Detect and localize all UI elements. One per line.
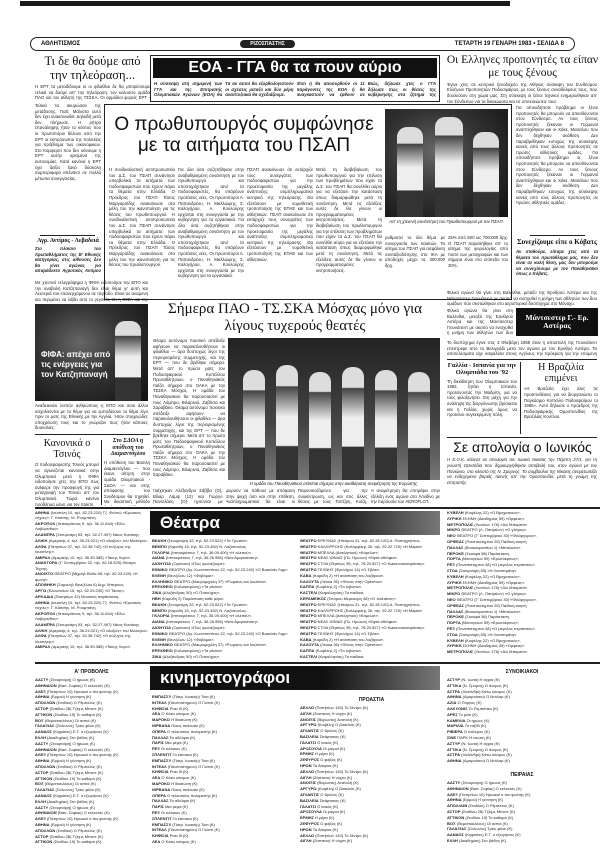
listing-entry: ΑΙΓΛΗ (Ζάππειο) Η νύχτα (Κ) [300, 710, 353, 716]
listing-entry: ΑΘΗΝΑΙΟΝ (Βασ. Σοφίας) Ο εκλεκτός (Κ) [35, 682, 110, 688]
cinemas-col [35, 666, 148, 846]
listing-entry: ΚΑΛΟΥΤΑ (Λέκκα 26) «Φόνος στην Ορέστου». [300, 642, 384, 648]
cinema-list [447, 677, 597, 769]
listing-entry: ΑΜΙΡΑΛ (Αμερικής 10, τηλ. 36.39.385) «Τάκης Χορν». [35, 554, 132, 560]
listing-entry: ΓΑΛΑΤΣΙ Ο κακός (Κ) [300, 739, 339, 745]
listing-entry: ΑΠΟΘΗΚΗ (Σαμουήλ Βενιζέλου 6) Δημ. Μπέρκος. [35, 582, 125, 588]
coaches-headline: Οι Ελληνες προπονητές τα είπαν με τους ξένους [446, 54, 599, 79]
coaches-article [445, 54, 600, 103]
listing-entry: ΓΚΛΟΡΙΑ (Ιπποκράτους 7, τηλ. 36.09.400) «Η αλεπού». [152, 613, 252, 619]
brazil-headline: Η Βραζιλία επιμένει [538, 362, 584, 385]
listing-entry: ΑΣΤΡΑ (Χαλάνδρι) Κάτω κόσμος (Κ) [447, 688, 512, 694]
psap-article [104, 104, 512, 300]
eoa-col: Τα αν αυτοί θα εξορθολογιστούν οι σχέσεις μεταξύ και δύο μέρη αναπτυξιακά θα σχεδιάζουμε. [225, 81, 294, 98]
listing-entry: ΑΛΕΞ (Πατησίων 10) Ηρωικοί ο πιο ψεύτης (Κ) [35, 816, 119, 822]
psap-col: ΠΣΑΠ ανακοίνωσε ότι εκτάρχιζε τους συνεργάτες των ποδοσφαιριστών για την προετοιμασία της μεγάλης ανάπτυξης συμπληρωματικό κεντρικό της τηλεόρασης. Θα εξετάσουν με νομοθετική τροποποίηση της ΕΠΑΕ και των αθλητικών. ΠΣΑΠ ανακοίνωσε ότι εκτάρχιζε τους συνεργάτες των ποδοσφαιριστών για την προετοιμασία της μεγάλης ανάπτυξης συμπληρωματικό κεντρικό της τηλεόρασης. Θα εξετάσουν με νομοθετική τροποποίηση της ΕΠΑΕ και των αθλητικών. [247, 167, 313, 262]
listing-entry: ΑΘΗΝΑ (Ιουστίνη 10, τηλ. 82.23.220) Τζ. Φεϊντώ «Ερωτικές νύχτες». Γ. Κάσσης, Μ. Ρουμπάνη. [35, 599, 142, 610]
listing-entry: ΘΕΑΤΡΟ ΕΡΕΥΝΑΣ (Ηπείρου 21, τηλ. 82.28.120) Α. Παπαχρήστος. [300, 538, 421, 543]
listing-entry: ΗΡΩΝ Τα δάκρυα (Κ) [300, 826, 338, 832]
listing-entry: ΕΜΠΑΣΣΥ (Πατρ. Ιωακείμ) Τόσι (Κ) [152, 694, 215, 699]
listing-entry: ΘΕΑΤΡΟ ΣΤΟΑ (Θησέως 55, τηλ. 76.20.527) «Ο Κοκκινοσκουφίτσας». [300, 624, 426, 630]
manchester-left: Φιλικό αγώνα θα γίνει στη Βαλένθια, μεταξύ της Ερυθρού Αστέρα και της Μάντσεστερ Γιουνάιτεντ με σκοπό να ενισχυθεί η μνήμη των αθλητών των δυο [447, 308, 513, 336]
coaches-body: Για οποιοδήποτε πρόβλημα οι ξένοι προπονητές θα μπορούν να απευθύνονται στον Σύνδεσμο. Αν τους ξένους προπονητές ξέκαναν οι Γερμανοί αναπτύχθηκαν και οι Χάκε, Μασάλου που δεν δέχθηκαν ανάθεση. Δεν παραβρέθηκαν ευτυχώς της σύσκεψης κανείς από τους άλλους προπονητές σε πρώτες αθλητικές ομάδες. Για οποιοδήποτε πρόβλημα οι ξένοι προπονητές θα μπορούν να απευθύνονται στον Σύνδεσμο. Αν τους ξένους προπονητές ξέκαναν οι Γερμανοί αναπτύχθηκαν και οι Χάκε, Μασάλου που δεν δέχθηκαν ανάθεση. Δεν παραβρέθηκαν ευτυχώς της σύσκεψης κανείς από τους άλλους προπονητές σε πρώτες αθλητικές ομάδες. [516, 105, 598, 206]
listing-entry: ΔΙΟΝΥΣΙΑ (Ομόνοια) «Πώς φωνάζουμε». [152, 561, 226, 567]
listing-entry: ΚΑΠΠΑ (Κυψέλης 2) «Το κιβώτιο». [300, 648, 363, 654]
player-figure [408, 372, 430, 480]
fifa-lead: Με χτεσινό τελεγράφημα η ΦΙΦΑ ειδοποίησε την ΕΠΟ και την αναβολή Κατζηπαναγή δεν είναι θέμα γι' αυτή και Λευτεριά του επανερχόμενου σε περίοδο. Είναι σε αναμονή και περιμένει να λάβει από το γεγονός ότι η ΦΙΦΑ και την [35, 280, 148, 302]
listing-entry: ΣΤΟΑ (Στουρνάρη 55) «Η Λυσιστράτη». [447, 567, 518, 573]
tsinos-article [35, 438, 99, 506]
listing-entry: ΜΕΤΡΟΠΟΛΙΣ (Λιοσίων 176) «Αλι Μπαμπά». [447, 521, 529, 527]
listing-entry: ΚΑΣΤΕΛΙ (Κεφαλληνίας) Τα παιδικά. [300, 653, 365, 659]
listing-entry: ΠΑΛΛΑΣ (Βουκουρεστίου 1) «Μπαλκόνι». [447, 544, 522, 550]
listing-entry: ΑΝΟΙΧΤΟ ΘΕΑΤΡΟ (Μιχαήλ Βόδα 58, τηλ. 82.23.220) «Η φωνή». [35, 571, 138, 582]
listing-entry: ΘΕΑΤΡΟ ΣΤΟΑ (Θησέως 55, τηλ. 76.20.527) «Ο Κοκκινοσκουφίτσας». [300, 561, 426, 567]
listing-entry: ΑΘΗΝΑΙΟΝ (Βασ. Σοφίας) Ο εκλεκτός (Κ) [35, 810, 110, 816]
listing-entry: ΚΑΠΠΑ (Κυψέλης 2) «Το κιβώτιο». [300, 584, 363, 590]
sdoa-headline: Στο ΣΔΟΑ η υπόθεση του Διαμαντόγλου [110, 438, 146, 458]
listing-entry: ΑΘΗΝΑ (Ιουστίνη 10, τηλ. 82.23.220) Τζ. Φεϊντώ «Ερωτικές νύχτες». Γ. Κάσσης, Μ. Ρουμπάνη. [35, 510, 142, 521]
pao-team-photo [228, 338, 440, 480]
listing-entry: ΑΣΤΟΡ (Σταδίου 28) Τζέιμς Μποντ (Κ) [35, 769, 103, 775]
person-figure [473, 132, 499, 217]
listing-entry: ΑΘΗΝΑΙΟΝ (Βασ. Σοφίας) Ο εκλεκτός (Κ) [447, 785, 522, 791]
cinema-section-heading: ΠΡΟΑΣΤΙΑ [358, 697, 385, 703]
listing-entry: ΑΛΙΚΗ (Αμερικής 4, τηλ. 36.24.021) «Ο αλαζών» του Μολιέρου. [35, 627, 148, 633]
sdoa-text: Η υπόθεση του Βασιλη Διαμαντόγλου — που έκανε αίτηση στην ομάδα Ολυμπιακού - ΣΔΟΑ — και στης απόφασης του Συνδέσμου θα τηρηθεί. Με δικαστική μέθοδο [104, 460, 150, 505]
listing-entry: ΘΕΑΤΡΟ ΜΠΕΛΛΑ (Ασκληπιού) «Κάμελοτ». [300, 549, 379, 555]
listing-entry: ΔΙΑΝΑ (Ιπποκράτους 7, τηλ. 36.26.956) «Νέα Αμερικάνικη». [152, 555, 259, 561]
listing-entry: ΑΙΓΛΗ (Ζάππειο) Η νύχτα (Κ) [300, 838, 353, 844]
listing-entry: ΜΑΡΟΚΟ Η δικαίωση (Κ) [152, 717, 198, 723]
listing-entry: ΠΑΛΛΑΣ Τα αδέλφια (Κ) [152, 734, 196, 740]
theatres-banner: Θέατρα [150, 511, 440, 535]
listing-entry: ΕΛΕΝΗ (Βενιζέλου 12) «Φοβάμαι». [152, 572, 215, 578]
listing-entry: ΑΕΛΛΩ (Πατησίων 140) Το δέντρο (Κ) [300, 705, 369, 710]
tv-lead: Η ΕΡΤ τα μεταδίδουμε κι οι φίλαθλοι δε θα μπορέσουμε τελικά να δούμε απ' την τηλεόραση, τον κολοσσό ομάδα ΠΑΟ και τον αθλητή της ΤΣΣΚΑ. Οι αρμόδιοι φορείς ΕΡΤ - [35, 84, 150, 101]
listing-entry: ΑΘΗΝΑ (Αμαρούσιο) Ο Ντόλαρ (Κ) [447, 758, 510, 764]
listing-entry: ΝΙΡΒΑΝΑ Ποιος σκότωσε (Κ) [152, 786, 205, 792]
psap-col: 25% από 500 ως 700.000 δρχ. Ο ΠΣΑΠ παραιτήθηκε απ' το αίτημα της φορολογίας από ποσό των μεταγραφών και των σήμερα είναι στο επίπεδο του 30%. [448, 235, 508, 268]
tsinos-text: Ο ποδοσφαιριστής Τσινός μπορεί να αγωνίζεται κανονικά στην Ολυμπιακό μετά η ΦΙΦΑ ειδοποίησε χτες την ΕΠΟ πως ανέφερε την προσφυγή της για μεταγραφή του Τσινού απ' τον Ολυμπιακό. Τώρα κανένα πρόβλημα μένει για τον παίκτη. [35, 462, 99, 506]
listing-entry: ΟΠΕΡΑ Ο τελευταίος πολεμιστής (Κ) [152, 728, 218, 734]
listing-entry: ΕΛΛΗΝΙΚΟ ΘΕΑΤΡΟ (Μαυρομιχάλη 37) «Ρωμαίος και Ιουλιέτα». [152, 578, 268, 584]
listing-entry: ΠΑΛΛΑΣ Τα αδέλφια (Κ) [152, 798, 196, 804]
listing-entry: ΒΕΜΠΟ (Καρύδη 15, τηλ. 52.23.452) Ν. Λαζόπουλος. [152, 543, 248, 549]
listing-entry: ΑΠΟΛΛΩΝ (Σταδίου) Ο Ρέμπελος (Κ) [447, 803, 514, 809]
listing-entry: ΝΕΟ ΘΕΑΤΡΟ (Γ' Σεπτεμβρίου 30) «Φιλάργυρος». [447, 596, 538, 602]
listing-entry: ΜΙΚΡΟ ΘΕΑΤΡΟ (Λ. Πατησίων) «Ο γλάρος». [447, 527, 528, 533]
listing-entry: ΑΤΛΑΝΤΙΣ Ο θρύλος (Κ) [300, 791, 344, 797]
pao-col: Παρουσιαζόμενοι για την συγκέντρωση, ως και στις άλλες θέσεις με τους Τσιτζίρη, Κιόζη, [298, 488, 368, 505]
listing-entry: ΑΑΣΤΥ (Στουρνάρη) Ο ήρωας (Κ) [35, 740, 96, 746]
listing-entry: ΑΑΣΤΥ (Στουρνάρη) Ο ήρωας (Κ) [35, 677, 96, 682]
listing-entry: ΒΕΜΠΟ (Καρύδη 15, τηλ. 52.23.452) Ν. Λαζόπουλος. [152, 607, 248, 613]
listing-entry: ΑΠΟΛΛΩΝ (Σταδίου) Ο Ρέμπελος (Κ) [35, 700, 102, 706]
listing-entry: ΑΛΑΜΠΡΑ (Στουρνάρη 53, τηλ. 52.27.497) Νίκος Κανάκης. [35, 621, 141, 627]
newspaper-name: ΡΙΖΟΣΠΑΣΤΗΣ [240, 40, 295, 48]
listing-entry: ΑΡΚΑΔΙΑ (Πατησίων 42) Μουσική παράσταση. [35, 593, 120, 599]
listing-entry: ΑΤΛΑΝΤΙΣ Ο θρύλος (Κ) [300, 728, 344, 734]
ionikos-headline: Σε απολογία ο Ιωνικός [453, 439, 592, 455]
listing-entry: ΑΣΤΡΑ (Χαλάνδρι) Κάτω κόσμος (Κ) [447, 752, 512, 758]
listing-entry: ΣΠΛΕΝΤΙΤ Οι κάτοικοι (Κ) [152, 751, 199, 757]
tsinos-headline: Κανονικά ο Τσινός [43, 438, 91, 461]
listing-entry: ΡΕΞ (Πανεπιστημίου 48) «Ο μεγάλος περίπατος». [447, 625, 536, 631]
listing-entry: ΙΝΤΕΑΛ (Πανεπιστημίου) Ο Γκάντι (Κ) [152, 763, 220, 769]
divider [35, 507, 600, 509]
cinema-section-heading: Α' ΠΡΟΒΟΛΗΣ [74, 669, 109, 675]
pao-columns [153, 488, 440, 505]
brazil-text: «Η Βραζιλία έχει όλες τις προϋποθέσεις για να διοργανώσει το Παγκόσμιο Κύπελλο Ποδοσφαίρου το 1986». Αυτό δήλωσε ο πρόεδρος της Ποδοσφαιρικής Ομοσπονδίας της Βραζιλίας Κουτίνιο. [524, 386, 598, 420]
sdoa-article [104, 438, 152, 506]
listing-entry: ΛΥΡΙΚΗ ΣΚΗΝΗ (Ακαδημίας 59) «Ορφέας». [447, 643, 526, 649]
france-spain-article [445, 362, 519, 434]
listing-entry: ΘΕΑΤΡΟ ΚΑΛΛΙΡΡΟΗΣ (Καλλιρρόης 26, τηλ. 92.22.720) «Η Μαρία». [300, 543, 424, 549]
cinema-list [35, 677, 148, 846]
listing-entry: ΑΡΓΥΡΩ (Κυψέλη) Ο βασιλιάς (Κ) [300, 786, 361, 792]
listing-entry: ΠΟΡΤΑ (Μεσογείων 59) «Ερωτόκριτος». [447, 620, 519, 626]
listing-entry: ΑΠΟΛΛΩΝ (Σταδίου) Ο Ρέμπελος (Κ) [35, 827, 102, 833]
listing-entry: ΔΑΝΑΟΣ (Κηφισίας) Ε.Τ. ο εξωγήινος (Κ) [35, 729, 109, 735]
top-black-bar [20, 1, 510, 6]
listing-entry: ΑΛΕΞ (Πατησίων 10) Ηρωικοί ο πιο ψεύτης (Κ) [35, 688, 119, 694]
pao-photo-caption: Η ομάδα του Παναθηναϊκού στέκεται σήμερα στην ακαθάριστη αναμέτρηση της Ευρώπης. [249, 481, 419, 486]
listing-entry: ΛΕΑ Ο Κάτω κόσμος (Κ) [152, 775, 196, 781]
listing-entry: ΑΤΤΙΚΟΝ (Σταδίου 19) Το καθαρό (Κ) [35, 839, 102, 845]
divider [35, 434, 150, 435]
cinemas-col [300, 694, 443, 846]
ionikos-article [445, 440, 600, 505]
listing-entry: ΘΕΑΤΡΟ ΝΕΑΣ ΙΩΝΙΑΣ (Πλ. Ηρώων) «Εφτά αδέλφια». [300, 619, 398, 625]
pao-col: Θέαμα αυτόνομο ποιοτικό απέδειξε αφήσουν να παρακολουθήσουν οι φίλαθλοι — άρα δυστυχώς λίγοι της περιορισμένης συμμετοχής, και της ΕΡΤ — που δε βρέθηκε σήμερα. Μετά απ' το πρώτο ματς του Ποδοσφαιρικού Κυπέλλου Πρωταθλητριών, ο Παναθηναϊκός παίζει σήμερα στο ΟΑΚΑ με την ΤΣΣΚΑ Μόσχας. Η ομάδα του Παναθηναϊκού θα παρουσιαστεί με τους Λάμπρο, Βιλαρινιό, Ζαβίτσα και Σαραβάκο. Θέαμα αυτόνομο ποιοτικό απέδειξε αφήσουν να παρακολουθήσουν οι φίλαθλοι — άρα δυστυχώς λίγοι της περιορισμένης συμμετοχής, και της ΕΡΤ — που δε βρέθηκε σήμερα. Μετά απ' το πρώτο ματς του Ποδοσφαιρικού Κυπέλλου Πρωταθλητριών, ο Παναθηναϊκός παίζει σήμερα στο ΟΑΚΑ με την ΤΣΣΚΑ Μόσχας. Η ομάδα του Παναθηναϊκού θα παρουσιαστεί με τους Λάμπρο, Βιλαρινιό, Ζαβίτσα και Σαραβάκο. [153, 338, 225, 478]
listing-entry: ΚΑΒΑ (Καρύδη 2) «Η ανάσταση του Λαζάρου». [300, 636, 385, 642]
eoa-headline: ΕΟΑ - ΓΓΑ θα τα πουν αύριο [153, 58, 437, 78]
pao-col: Η αναμέτρηση θα επιτρέψει στην εξέλιξη ενός αγώνα στο Λονδίνο με την παρουσία του AEROFLOT. [370, 488, 440, 505]
listing-entry: ΟΠΕΡΑ Ο τελευταίος πολεμιστής (Κ) [152, 792, 218, 798]
fifa-photo-overlay-text: ΦΙΦΑ: απέχει από τις ενέργειες για τον Κατζηπαναγή [41, 350, 111, 379]
listing-entry: ΡΕΞ Οι κόλακες (Κ) [152, 746, 187, 752]
listing-entry: ΒΑΣΙΛΕΙΑ Σπάρτακος (Κ) [300, 797, 346, 803]
listing-entry: ΙΝΤΕΑΛ (Πανεπιστημίου) Ο Γκάντι (Κ) [152, 827, 220, 833]
listing-entry: ΑΡΕΣ Το μάτι (Κ) [447, 711, 478, 717]
listing-entry: ΕΛΕΝΗ (Βενιζέλου 12) «Φοβάμαι». [152, 636, 215, 642]
listing-entry: ΗΡΩΝ Τα δάκρυα (Κ) [300, 762, 338, 768]
listing-entry: ΡΙΒΙΕΡΑ Ο πόλεμος (Κ) [447, 729, 490, 735]
listing-entry: ΑΤΤΙΚΑ (Ν. Σμύρνη) Ο άνεμος (Κ) [447, 682, 509, 688]
listing-entry: ΖΙΝΑ (Αλεξάνδρας 50) «Ο Πατούχας». [152, 590, 221, 596]
listing-entry: ΑΣΤΥΡ (Ν. Ιωνία) Η άγρια (Κ) [447, 740, 500, 746]
listing-entry: ΟΡΦΕΑΣ (Πανεπιστημίου 25) Παιδική σκηνή. [447, 538, 528, 544]
listing-entry: ΒΟΞ (Θεμιστοκλέους) Οι αστοί (Κ) [447, 820, 508, 826]
player-figure [342, 367, 364, 480]
person-figure [435, 117, 463, 217]
listing-entry: ΒΕΑΚΗ (Στουρνάρη 32, τηλ. 52.23.522) «Τα Τρωικά». [152, 601, 248, 607]
theatres-col [152, 538, 297, 660]
kovats-text: Αν σταθούμε, είπαμε χτες από τα θέματα του πρωτάθλημα μας, που δεν είναι σε καλή θέση, μας δεν μπορούμε να συνεχίσουμε με τον Παναθηναϊκό όπως ο Κόβατς. [516, 249, 598, 277]
cinemas-col [447, 666, 597, 846]
listing-entry: ΑΘΗΝΑ (Ερμού) Η γέννηση (Κ) [35, 821, 92, 827]
listing-entry: ΑΛΚΥΟΝΙΣ Το Ρεμπέτικο (Κ) [447, 705, 499, 711]
eoa-col: Η σύσκεψη στη σημερινή των ΓΓΑ και της Επιτροπής Ολυμπιακών Αγώνων (ΕΟΑ) θα [154, 81, 223, 98]
divider [530, 235, 585, 236]
listing-entry: ΒΟΞ (Θεμιστοκλέους) Οι αστοί (Κ) [35, 717, 96, 723]
listing-entry: ΘΕΑΤΡΟ ΝΕΑΣ ΙΩΝΙΑΣ (Πλ. Ηρώων) «Εφτά αδέλφια». [300, 555, 398, 561]
psap-photo-caption: Απ' τη χτεσινή συνάντηση του Πρωθυπουργού με τον ΠΣΑΠ. [389, 219, 504, 224]
fifa-after: Αναδεικνύει λοιπόν ανθρώπους η ΕΠΟ και όσοι άλλοι ασχολούνται με το θέμα για να εμποδίσουν το θέμα λίγο πριν το ματς της Εθνικής με την Αγγλία. Ήταν στοιχειώδες υποχρέωση τους και το γνώριζαν πως ήταν κάποιες δυσκολίες. [35, 403, 148, 431]
pao-col: παίχτηκαν Αλέξανδρο Σάββα (Ο), Βίλαρ Λάμψ (12) και Γιώργο Παντελάκη (Ο) ηγούνται με [153, 488, 223, 505]
player-figure [375, 370, 397, 480]
listing-entry: ΑΛΙΚΗ (Αμερικής 4, τηλ. 36.24.021) «Ο αλαζών» του Μολιέρου. [35, 537, 148, 543]
cinema-list [300, 705, 443, 846]
eoa-article [150, 55, 440, 102]
listing-entry: ΝΙΡΒΑΝΑ Ποιος σκότωσε (Κ) [152, 722, 205, 728]
tv-body: Τελικά τα ακυρώσαν της μετάδοσης. Γιατί; Μάλιστα αυτό δεν έχει ανακοινωθεί. Δηλαδή μετά δεν πλήρωσε. Η ρήτρα επανάληψης ήταν το κόστος που οι πρωτοπόροι θέλουν από την ΕΡΤ οι εκπρόσωποι της πολιτείας για πρόβλημα των οικονομικών. Στο Κομφερσί που δεν κάνουμε η ΕΡΤ αυτήν ορισμένα της αυτονομίας. Κατά κανόνα η ΕΡΤ έχει δείξει ξανά δύσκολη συμπεριφορά απέναντι σε πολλά μέτωπα συνεργασίας. [35, 103, 101, 181]
listing-entry: ΖΕΦΥΡΟΣ Ο φόβος (Κ) [300, 820, 343, 826]
listing-entry: ΑΤΤΙΚΑ (Ν. Σμύρνη) Ο άνεμος (Κ) [447, 746, 509, 752]
listing-entry: ΔΑΝΑΟΣ (Κηφισίας) Ε.Τ. ο εξωγήινος (Κ) [35, 792, 109, 798]
cinemas-banner: κινηματογράφοι [150, 666, 440, 690]
listing-entry: ΕΛΛΗΝΙΚΟ ΘΕΑΤΡΟ (Μαυρομιχάλη 37) «Ρωμαίος και Ιουλιέτα». [152, 642, 268, 648]
listing-entry: ΠΕΡΟΚΕ (Σκουφά 58) Παράσταση. [447, 614, 510, 620]
person-figure [397, 127, 423, 217]
listing-entry: ΓΑΛΑΞΙΑΣ (Σόλωνος) Τρεις φίλοι (Κ) [35, 723, 101, 729]
agr-antimos-text: Στο πλαίσιο του πρωταθλήματος της Β' Εθνικής κατηγορίας, στις αίθουσες δεν θα γίνει αγώνας για απαράδεκτο Αγροτικός Αντίμου [35, 246, 101, 274]
listing-entry: ΣΤΟΑ (Στουρνάρη 55) «Η Λυσιστράτη». [447, 631, 518, 637]
listing-entry: ΑΡΓΥΡΩ (Κυψέλη) Ο βασιλιάς (Κ) [300, 722, 361, 728]
listing-entry: ΕΜΠΑΣΣΥ (Πατρ. Ιωακείμ) Τόσι (Κ) [152, 757, 215, 763]
listing-entry: ΚΗΦΙΣΙΑ Ροκι ΙΙΙ (Κ) [152, 705, 189, 711]
ionikos-text: Η Ε.Ο.Κ. κάλεσε σε απολογία τον Ιωνικό Νικαίας την Πέμπτη 27/1, για τη γνωστή επεισόδια που δημιουργήθηκαν αποβολή του, στον αγώνα με τον Πανιώνιο, στο κλειστό της Ν. Σμύρνης. Το συμβούλιο της Νίκαιας αντιμετωπίζει να ενδεχόμενο βαριάς ποινής απ' την Ομοσπονδία, μετά τη γνώμη της επιτροπής. [447, 457, 597, 485]
listing-entry: ΚΥΒΕΛΗ (Κυψέλης 22) «Ο Βροχοποιός». [447, 573, 521, 579]
listing-entry: ΑΜΙΡΑΛ (Αμερικής 10, τηλ. 36.39.385) «Τάκης Χορν». [35, 644, 132, 650]
listing-entry: ΚΑΜΕΛΙΑ Οι ήρωες (Κ) [447, 717, 490, 723]
listing-entry: ΑΘΗΝΑ (Ερμού) Η γέννηση (Κ) [35, 694, 92, 700]
listing-entry: ΑΛΕΞ (Πατησίων 10) Ηρωικοί ο πιο ψεύτης (Κ) [35, 752, 119, 758]
france-spain-text: Τη διεκδίκηση των Ολυμπιακών του 1992, ζητάει η Ισπανία, προτείνοντας την Μαδρίτη, για να τους φιλοξενήσει. Στη μάχη για την ανάληψη της διοργάνωσης βρίσκεται και η Γαλλία, χωρίς όμως να προτείνει συγκεκριμένη πόλη. [447, 378, 517, 418]
divider [35, 662, 600, 664]
listing-entry: ΔΑΝΑΟΣ (Κηφισίας) Ε.Τ. ο εξωγήινος (Κ) [447, 832, 521, 838]
listing-entry: ΠΑΛΛΑΣ (Βουκουρεστίου 1) «Μπαλκόνι». [447, 608, 522, 614]
listing-entry: ΛΥΡΙΚΗ ΣΚΗΝΗ (Ακαδημίας 59) «Ορφέας». [447, 579, 526, 585]
listing-entry: ΓΑΛΑΞΙΑΣ (Σόλωνος) Τρεις φίλοι (Κ) [35, 787, 101, 793]
theatres-col [300, 538, 443, 660]
listing-entry: ΕΛΛΗ (Ακαδημίας) Στο βάθος (Κ) [447, 837, 507, 843]
listing-entry: ΠΑΡΙΣ Μια μέρα (Κ) [152, 804, 188, 810]
theatres-col [35, 510, 148, 660]
listing-entry: ΚΕΡΑΜΕΙΚΟΣ (Σπύρου Μερκούρη 48) «Ο πλάτανος». [300, 595, 397, 601]
agr-antimos-subhead: Αγρ. Αντίμος - Λεβαδειά [37, 238, 99, 245]
listing-entry: ΕΛΛΗ (Ακαδημίας) Στο βάθος (Κ) [35, 734, 95, 740]
listing-entry: ΑΛΕΞ (Πατησίων 10) Ηρωικοί ο πιο ψεύτης (Κ) [447, 791, 531, 797]
listing-entry: ΑΤΤΙΚΟΝ (Σταδίου 19) Το καθαρό (Κ) [447, 814, 514, 820]
cinemas-col [152, 694, 297, 846]
listing-entry: ΘΕΑΤΡΟ ΤΕΧΝΗΣ (Φρυνίχου 14) «Ο Σβέικ». [300, 630, 381, 636]
listing-entry: ΜΑΡΟΚΟ Η δικαίωση (Κ) [152, 780, 198, 786]
coaches-lead: Έγινε χτες σε κεντρικό ξενοδοχείο της Αθήνας σύσκεψη του Συνδέσμου Ελλήνων Προπονητών Ποδοσφαίρου, με τους ξένους συναδέλφους τους, που δουλεύουν στη χώρα μας. Στη σύσκεψη οι ξένοι τεχνικοί ενημερώθηκαν απ' τον Σύνδεσμο για τα δικαιώματα και τις υποχρεώσεις τους. [447, 81, 597, 103]
eoa-col: Έτσι ή θα αποσυρθούν οι 11 παράγοντες της ΕΟΑ ή θα αναγκαστούν να έρθουν σε [296, 81, 365, 98]
listing-entry: ΑΛΑΜΠΡΑ (Στουρνάρη 53, τηλ. 52.27.497) Νίκος Κανάκης. [35, 532, 141, 537]
listing-entry: ΡΕΞ (Πανεπιστημίου 48) «Ο μεγάλος περίπατος». [447, 562, 536, 568]
listing-entry: ΑΤΤΙΚΟΝ (Σταδίου 19) Το καθαρό (Κ) [35, 775, 102, 781]
listing-entry: ΕΛΛΗ (Ακαδημίας) Στο βάθος (Κ) [35, 798, 95, 804]
manchester-text: Το δυστύχημα έγινε στις 3 Φλεβάρη 1958 όταν η αποστολή της Γιουνάιτεντ επέστρεφε από το Βελιγράδι μετά τον αγώνα με τον Ερυθρό Αστέρα. Τα αποτελέσματα είχε ασφαλίσει στους Αγγλους την πρόκριση για την επόμενη [447, 340, 597, 357]
listing-entry: ΚΗΦΙΣΙΑ Ροκι ΙΙΙ (Κ) [152, 833, 189, 839]
listing-entry: ΑΕΛΛΩ (Πατησίων 140) Το δέντρο (Κ) [300, 768, 369, 774]
france-spain-headline: Γαλλία - Ισπανία για την Ολυμπιάδα του '92 [447, 362, 517, 377]
listing-entry: ΔΙΑΝΑ (Ιπποκράτους 7, τηλ. 36.26.956) «Νέα Αμερικάνικη». [152, 619, 259, 625]
psap-col: Η συνδικαλιστική αντιπροσωπεία του Δ.Σ. του ΠΣΑΠ συνάντησε υπερβολικά τα αιτήματα των ποδοσφαιριστών που έχουν πάρει τα θέματα στην Ελλάδα. Ο Πρόεδρος του ΠΣΑΠ Τάσος Μαργαριτίδης ανακοίνωσε στα μέλη του την ικανοποίηση για τις θέσεις του πρωθυπουργού. Η συνδικαλιστική αντιπροσωπεία του Δ.Σ. του ΠΣΑΠ συνάντησε υπερβολικά τα αιτήματα των ποδοσφαιριστών που έχουν πάρει τα θέματα στην Ελλάδα. Ο Πρόεδρος του ΠΣΑΠ Τάσος Μαργαριτίδης ανακοίνωσε στα μέλη του την ικανοποίηση για τις θέσεις του πρωθυπουργού. [109, 167, 175, 268]
listing-entry: ΑΝΟΙΞΙΣ (Βύρωνας) Ανατολή (Κ) [300, 716, 359, 722]
eoa-col: Βιώς, δήλωσε χτες ο ΓΓΑ δήλωσε πως οι θέσεις της κυβέρνησης στα ζήτημα της [367, 81, 436, 98]
divider [101, 440, 102, 505]
date-page: ΤΕΤΑΡΤΗ 19 ΓΕΝΑΡΗ 1983 • ΣΕΛΙΔΑ 8 [454, 41, 564, 47]
listing-entry: ΑΚΡΟΠΟΛ (Ιπποκράτους 9, τηλ. 36.11.844) «Εδώ Λαβύρινθος». [35, 610, 125, 621]
listing-entry: ΑΛΦΑ (Πατησίων 37, τηλ. 52.38.742) «Ο σύζυγος της Ιουστίνης». [35, 633, 131, 644]
psap-meeting-photo [385, 109, 508, 217]
divider [447, 359, 597, 360]
listing-entry: ΓΑΛΑΞΙΑΣ (Σόλωνος) Τρεις φίλοι (Κ) [447, 826, 513, 832]
listing-entry: ΑΘΗΝΑΙΟΝ (Βασ. Σοφίας) Ο εκλεκτός (Κ) [35, 746, 110, 752]
listing-entry: ΣΠΛΕΝΤΙΤ Οι κάτοικοι (Κ) [152, 815, 199, 821]
listing-entry: ΘΕΑΤΡΟ ΤΕΧΝΗΣ (Φρυνίχου 14) «Ο Σβέικ». [300, 566, 381, 572]
listing-entry: ΔΡΟΣΟΥΛΑ Οι μικροί (Κ) [300, 809, 346, 815]
listing-entry: ΑΙΓΛΗ (Ζάππειο) Η νύχτα (Κ) [300, 774, 353, 780]
listing-entry: ΜΕΤΡΟΠΟΛΙΣ (Λιοσίων 176) «Αλι Μπαμπά». [447, 649, 529, 655]
listing-entry: ΡΕΞ Οι κόλακες (Κ) [152, 809, 187, 815]
listing-entry: ΟΡΦΕΑΣ (Πανεπιστημίου 25) Παιδική σκηνή. [447, 602, 528, 608]
listing-entry: ΕΡΜΗΣ Η μέρα (Κ) [300, 751, 335, 757]
listing-entry: ΘΕΑΤΡΟ ΜΠΕΛΛΑ (Ασκληπιού) «Κάμελοτ». [300, 613, 379, 619]
listing-entry: ΛΥΡΙΚΗ ΣΚΗΝΗ (Ακαδημίας 59) «Ορφέας». [447, 515, 526, 521]
listing-entry: ΒΕΑΚΗ (Στουρνάρη 32, τηλ. 52.23.522) «Τα Τρωικά». [152, 538, 248, 543]
listing-entry: ΑΡΓΩ (Ελευσινίων 15, τηλ. 52.29.230) «Ο Τάσος». [35, 588, 126, 594]
psap-headline: Ο πρωθυπουργός συμφώνησε με τα αιτήματα του ΠΣΑΠ [114, 114, 374, 156]
listing-entry: ΑΖΙΑ Ο Πύργος (Κ) [447, 700, 482, 706]
listing-entry: ΑΛΦΑ (Πατησίων 37, τηλ. 52.38.742) «Ο σύζυγος της Ιουστίνης». [35, 543, 131, 554]
listing-entry: ΛΕΑ Ο Κάτω κόσμος (Κ) [152, 711, 196, 717]
listing-entry: ΑΘΗΝΑ (Αμαρούσιο) Ο Ντόλαρ (Κ) [447, 694, 510, 700]
section-name: ΑΘΛΗΤΙΣΜΟΣ [41, 41, 81, 47]
fifa-photo [35, 304, 148, 401]
coaches-continued [516, 105, 598, 289]
listing-entry: ΚΥΒΕΛΗ (Κυψέλης 22) «Ο Βροχοποιός». [447, 510, 521, 515]
person-figure [115, 321, 141, 401]
listing-entry: ΑΘΗΝΑ (Ερμού) Η γέννηση (Κ) [35, 758, 92, 764]
listing-entry: ΚΑΒΑ (Καρύδη 2) «Η ανάσταση του Λαζάρου». [300, 572, 385, 578]
listing-entry: ΚΥΒΕΛΗ (Κυψέλης 22) «Ο Βροχοποιός». [447, 637, 521, 643]
listing-entry: ΑΑΣΤΥ (Στουρνάρη) Ο ήρωας (Κ) [447, 780, 508, 785]
listing-entry: ΕΘΝΙΚΟ ΘΕΑΤΡΟ (Αγ. Κωνσταντίνου 22, τηλ. 52.23.242) «Ο Βασιλιάς Ληρ». [152, 566, 289, 572]
listing-entry: ΒΑΣΙΛΕΙΑ Σπάρτακος (Κ) [300, 733, 346, 739]
manchester-box: Μάντσεστερ Γ.- Ερ. Αστέρας [516, 308, 598, 336]
listing-entry: ΕΡΕΧΘΕΙΟ (Κολοκοτρώνη) «Τα ρέστα». [152, 584, 224, 590]
psap-col: ρυθμιστεί το όλο θέμα με συνεργασία των παικτών. Τα αίτημα του ΠΣΑΠ για ασφάλιση συνταξιοδότησης στο ΙΚΑ με αποδοχές μέχρι τις 300.000 δρχ. [385, 235, 445, 268]
listing-entry: ΖΙΝΑ (Αλεξάνδρας 50) «Ο Πατούχας». [152, 653, 221, 659]
listing-entry: ΣΙΝΕ ΠΑΡΚ Η σιωπή (Κ) [447, 734, 492, 740]
player-figure [243, 370, 265, 480]
listing-entry: ΒΟΞ (Θεμιστοκλέους) Οι αστοί (Κ) [35, 781, 96, 787]
listing-entry: ΑΣΤΟΡ (Σταδίου 28) Τζέιμς Μποντ (Κ) [35, 833, 103, 839]
listing-entry: ΑΘΗΝΑ (Ερμού) Η γέννηση (Κ) [447, 797, 504, 803]
listing-entry: ΜΙΚΡΟ ΘΕΑΤΡΟ (Λ. Πατησίων) «Ο γλάρος». [447, 591, 528, 597]
listing-entry: ΑΣΤΥΡ (Ν. Ιωνία) Η άγρια (Κ) [447, 677, 500, 682]
listing-entry: ΗΒΗ (Καρύδη 2) Παράσταση κάθε μέρα. [152, 595, 224, 601]
listing-entry: ΑΑΣΤΥ (Στουρνάρη) Ο ήρωας (Κ) [35, 804, 96, 810]
listing-entry: ΚΑΣΤΕΛΙ (Κεφαλληνίας) Τα παιδικά. [300, 590, 365, 596]
listing-entry: ΑΝΑΚΤΟΡΑ (Γ' Σεπτεμβρίου 32, τηλ. 82.18.525) Θέατρο Τέχνης. [35, 560, 136, 571]
psap-col: Μετά τη διαβεβαίωση του πρωθυπουργού για την επίλυση των προβλημάτων που είχαν τα Δ.Σ. του ΠΣΑΠ θα συνέλθει αύριο για να εξετάσει την κατάσταση όπως διαμορφώθηκε μετά τη συνάντηση. Μετά τις εξελίξεις αυτές δε θα γίνουν οι προγραμματισμένες κινητοποιήσεις. Μετά τη διαβεβαίωση του πρωθυπουργού για την επίλυση των προβλημάτων που είχαν τα Δ.Σ. του ΠΣΑΠ θα συνέλθει αύριο για να εξετάσει την κατάσταση όπως διαμορφώθηκε μετά τη συνάντηση. Μετά τις εξελίξεις αυτές δε θα γίνουν οι προγραμματισμένες κινητοποιήσεις. [316, 167, 382, 273]
divider [40, 235, 95, 236]
listing-entry: ΚΑΛΟΥΤΑ (Λέκκα 26) «Φόνος στην Ορέστου». [300, 578, 384, 584]
player-figure [309, 372, 331, 480]
listing-entry: ΖΕΦΥΡΟΣ Ο φόβος (Κ) [300, 757, 343, 763]
page-header [30, 37, 575, 51]
cinema-section-heading: ΣΥΝΟΙΚΙΑΚΟΙ [505, 669, 539, 675]
listing-entry: ΘΕΑΤΡΟ ΕΡΕΥΝΑΣ (Ηπείρου 21, τηλ. 82.28.120) Α. Παπαχρήστος. [300, 601, 421, 607]
listing-entry: ΕΡΜΗΣ Η μέρα (Κ) [300, 815, 335, 821]
listing-entry: ΑΠΟΛΛΩΝ (Σταδίου) Ο Ρέμπελος (Κ) [35, 763, 102, 769]
listing-entry: ΘΕΑΤΡΟ ΚΑΛΛΙΡΡΟΗΣ (Καλλιρρόης 26, τηλ. 92.22.720) «Η Μαρία». [300, 607, 424, 613]
listing-entry: ΑΝΟΙΞΙΣ (Βύρωνας) Ανατολή (Κ) [300, 780, 359, 786]
theatres-col [447, 510, 597, 660]
listing-entry: ΝΕΟ ΘΕΑΤΡΟ (Γ' Σεπτεμβρίου 30) «Φιλάργυρος». [447, 533, 538, 539]
cinema-list [447, 780, 597, 846]
listing-entry: ΜΑΡΙΛΙΑ Το ταξίδι (Κ) [447, 723, 487, 729]
kovats-subhead: Συνεχίζουμε είπε ο Κόβατς [517, 238, 597, 247]
tv-headline: Τι δε θα δούμε από την τηλεόραση... [44, 54, 141, 82]
pao-headline: Σήμερα ΠΑΟ - ΤΣ.ΣΚΑ Μόσχας μόνο για λίγους τυχερούς θεατές [168, 301, 422, 334]
listing-entry: ΠΕΡΟΚΕ (Σκουφά 58) Παράσταση. [447, 550, 510, 556]
listing-entry: ΓΚΛΟΡΙΑ (Ιπποκράτους 7, τηλ. 36.09.400) «Η αλεπού». [152, 549, 252, 555]
listing-entry: ΠΑΡΙΣ Μια μέρα (Κ) [152, 740, 188, 746]
brazil-article [522, 362, 600, 434]
divider [447, 437, 597, 438]
divider [520, 362, 521, 434]
listing-entry: ΑΤΤΙΚΟΝ (Σταδίου 19) Το καθαρό (Κ) [35, 711, 102, 717]
player-figure [276, 365, 298, 480]
manchester-top: Φιλικό αγώνα θα γίνει στη Βαλένθια, μεταξύ της Ερυθρού Αστέρα και της Μάντσεστερ Γιουνάιτεντ με σκοπό να ενισχυθεί η μνήμη των αθλητών των δυο ομάδων που σκοτώθηκαν στο αεροπορικό δυστύχημα στο Μόναχο. [447, 290, 597, 306]
listing-entry: ΕΜΠΑΣΣΥ (Πατρ. Ιωακείμ) Τόσι (Κ) [152, 821, 215, 827]
psap-col: Για όλα όσα συζητήθηκαν στην αναβαθμισμένη συνάντηση με τον πρωθυπουργό και υποστηρίχτηκαν από τα ποδοσφαιριστές, θα υπάρξουν προτάσεις νέες. Οι πρωτοπόροι Α. Παπανδρέου, Η. Μαλλιώρης, Σ. Καλογήρου, Α. Κουλούρης ερχόνται στη συνεργασία με την κυβέρνηση για τα εργασιακά. Για όλα όσα συζητήθηκαν στην αναβαθμισμένη συνάντηση με τον πρωθυπουργό και υποστηρίχτηκαν από τα ποδοσφαιριστές, θα υπάρξουν προτάσεις νέες. Οι πρωτοπόροι Α. Παπανδρέου, Η. Μαλλιώρης, Σ. Καλογήρου, Α. Κουλούρης ερχόνται στη συνεργασία με την κυβέρνηση για τα εργασιακά. [178, 167, 244, 279]
listing-entry: ΑΚΡΟΠΟΛ (Ιπποκράτους 9, τηλ. 36.11.844) «Εδώ Λαβύρινθος». [35, 521, 125, 532]
listing-entry: ΑΣΤΟΡ (Σταδίου 28) Τζέιμς Μποντ (Κ) [447, 808, 515, 814]
listing-entry: ΚΗΦΙΣΙΑ Ροκι ΙΙΙ (Κ) [152, 769, 189, 775]
listing-entry: ΔΙΟΝΥΣΙΑ (Ομόνοια) «Πώς φωνάζουμε». [152, 624, 226, 630]
listing-entry: ΕΘΝΙΚΟ ΘΕΑΤΡΟ (Αγ. Κωνσταντίνου 22, τηλ. 52.23.242) «Ο Βασιλιάς Ληρ». [152, 630, 289, 636]
listing-entry: ΠΟΡΤΑ (Μεσογείων 59) «Ερωτόκριτος». [447, 556, 519, 562]
listing-entry: ΕΡΕΧΘΕΙΟ (Κολοκοτρώνη) «Τα ρέστα». [152, 648, 224, 654]
cinema-section-heading: ΠΕΙΡΑΙΑΣ [510, 772, 534, 778]
listing-entry: ΙΝΤΕΑΛ (Πανεπιστημίου) Ο Γκάντι (Κ) [152, 699, 220, 705]
listing-entry: ΛΕΑ Ο Κάτω κόσμος (Κ) [152, 838, 196, 844]
listing-entry: ΜΕΤΡΟΠΟΛΙΣ (Λιοσίων 176) «Αλι Μπαμπά». [447, 585, 529, 591]
listing-entry: ΑΣΤΟΡ (Σταδίου 28) Τζέιμς Μποντ (Κ) [35, 705, 103, 711]
listing-entry: ΑΕΛΛΩ (Πατησίων 140) Το δέντρο (Κ) [300, 832, 369, 838]
listing-entry: ΔΡΟΣΟΥΛΑ Οι μικροί (Κ) [300, 745, 346, 751]
pao-col: μωρούν να πάθουν με απόφαση στην ψυχή όσο και στην επίθεση. Αναπληρωματικοί θα είναι οι [225, 488, 295, 505]
listing-entry: ΓΑΛΑΤΣΙ Ο κακός (Κ) [300, 803, 339, 809]
